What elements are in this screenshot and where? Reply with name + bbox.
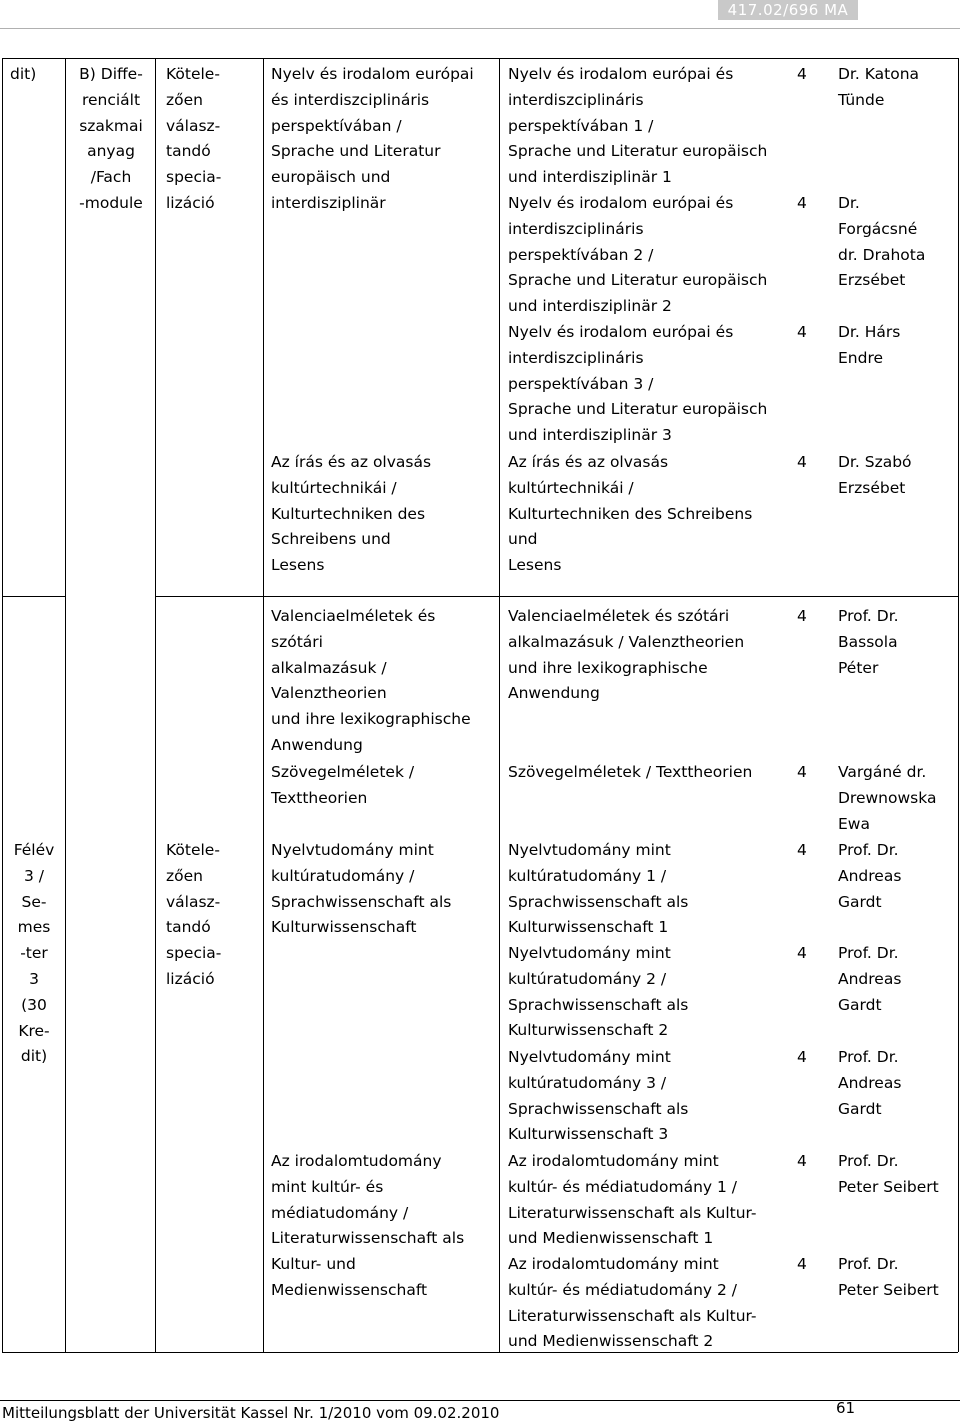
table-top-border <box>2 58 958 59</box>
teacher-name: Prof. Dr. Peter Seibert <box>838 1255 939 1299</box>
col-divider-2 <box>155 58 156 1352</box>
credits-value: 4 <box>797 841 807 859</box>
document-code: 417.02/696 MA <box>718 0 858 20</box>
teacher-name: Dr. Forgácsné dr. Drahota Erzsébet <box>838 194 926 290</box>
module-title: Az írás és az olvasás kultúrtechnikái / Kulturtechniken des Schreibens und Lesens <box>271 453 432 575</box>
course-name: Az irodalomtudomány mint kultúr- és médiatudomány 2 / Literaturwissenschaft als Kultur- und Medienwissenschaft 2 <box>508 1255 757 1351</box>
teacher-name: Prof. Dr. Andreas Gardt <box>838 841 902 911</box>
module-title: Valenciaelméletek és szótári alkalmazásuk / Valenztheorien und ihre lexikographische Anwendung <box>271 607 471 754</box>
course-name: Az írás és az olvasás kultúrtechnikái / Kulturtechniken des Schreibens und Lesens <box>508 453 753 575</box>
credits-value: 4 <box>797 607 807 625</box>
course-name: Az irodalomtudomány mint kultúr- és médiatudomány 1 / Literaturwissenschaft als Kultur- und Medienwissenschaft 1 <box>508 1152 757 1248</box>
credits-value: 4 <box>797 763 807 781</box>
footer-rule <box>0 1400 960 1401</box>
course-name: Szövegelméletek / Texttheorien <box>508 763 753 781</box>
course-name: Nyelv és irodalom európai és interdiszciplináris perspektívában 1 / Sprache und Literatur europäisch und interdisziplinär 1 <box>508 65 768 187</box>
teacher-name: Prof. Dr. Bassola Péter <box>838 607 899 677</box>
teacher-name: Prof. Dr. Andreas Gardt <box>838 1048 902 1118</box>
module-title: Nyelv és irodalom európai és interdiszciplináris perspektívában / Sprache und Literatur europäisch und interdisziplinär <box>271 65 474 212</box>
table-left-border <box>2 58 3 1352</box>
credits-value: 4 <box>797 944 807 962</box>
table-right-border <box>958 58 959 1352</box>
specialization-cell-1: Kötele- zően válasz- tandó specia- lizáció <box>166 65 222 212</box>
page-number: 61 <box>836 1399 856 1417</box>
credits-value: 4 <box>797 194 807 212</box>
col-divider-3 <box>263 58 264 1352</box>
module-type-cell: B) Diffe- renciált szakmai anyag /Fach -module <box>79 65 143 212</box>
course-name: Nyelvtudomány mint kultúratudomány 2 / Sprachwissenschaft als Kulturwissenschaft 2 <box>508 944 689 1040</box>
credits-value: 4 <box>797 1255 807 1273</box>
course-name: Valenciaelméletek és szótári alkalmazásuk / Valenztheorien und ihre lexikographische Anwendung <box>508 607 745 703</box>
module-title: Az irodalomtudomány mint kultúr- és médiatudomány / Literaturwissenschaft als Kultur- und Medienwissenschaft <box>271 1152 465 1299</box>
teacher-name: Prof. Dr. Andreas Gardt <box>838 944 902 1014</box>
teacher-name: Dr. Szabó Erzsébet <box>838 453 912 497</box>
footer-text: Mitteilungsblatt der Universität Kassel Nr. 1/2010 vom 09.02.2010 <box>2 1404 500 1422</box>
col-divider-1 <box>65 58 66 1352</box>
course-name: Nyelv és irodalom európai és interdiszciplináris perspektívában 2 / Sprache und Literatur europäisch und interdisziplinär 2 <box>508 194 768 316</box>
semester-cell-2: Félév 3 / Se- mes -ter 3 (30 Kre- dit) <box>13 841 55 1066</box>
semester-cell-1: dit) <box>10 65 37 83</box>
teacher-name: Vargáné dr. Drewnowska Ewa <box>838 763 937 833</box>
credits-value: 4 <box>797 65 807 83</box>
specialization-cell-2: Kötele- zően válasz- tandó specia- lizáció <box>166 841 222 988</box>
teacher-name: Prof. Dr. Peter Seibert <box>838 1152 939 1196</box>
course-name: Nyelvtudomány mint kultúratudomány 3 / Sprachwissenschaft als Kulturwissenschaft 3 <box>508 1048 689 1144</box>
table-bottom-border <box>2 1352 958 1353</box>
teacher-name: Dr. Hárs Endre <box>838 323 901 367</box>
course-name: Nyelvtudomány mint kultúratudomány 1 / Sprachwissenschaft als Kulturwissenschaft 1 <box>508 841 689 937</box>
teacher-name: Dr. Katona Tünde <box>838 65 920 109</box>
credits-value: 4 <box>797 1048 807 1066</box>
credits-value: 4 <box>797 323 807 341</box>
credits-value: 4 <box>797 1152 807 1170</box>
module-title: Nyelvtudomány mint kultúratudomány / Sprachwissenschaft als Kulturwissenschaft <box>271 841 452 937</box>
credits-value: 4 <box>797 453 807 471</box>
col-divider-4 <box>499 58 500 1352</box>
header-rule <box>0 28 960 29</box>
section-divider <box>155 596 958 597</box>
course-name: Nyelv és irodalom európai és interdiszciplináris perspektívában 3 / Sprache und Literatur europäisch und interdisziplinär 3 <box>508 323 768 445</box>
section-divider-col1 <box>2 596 65 597</box>
module-title: Szövegelméletek / Texttheorien <box>271 763 415 807</box>
